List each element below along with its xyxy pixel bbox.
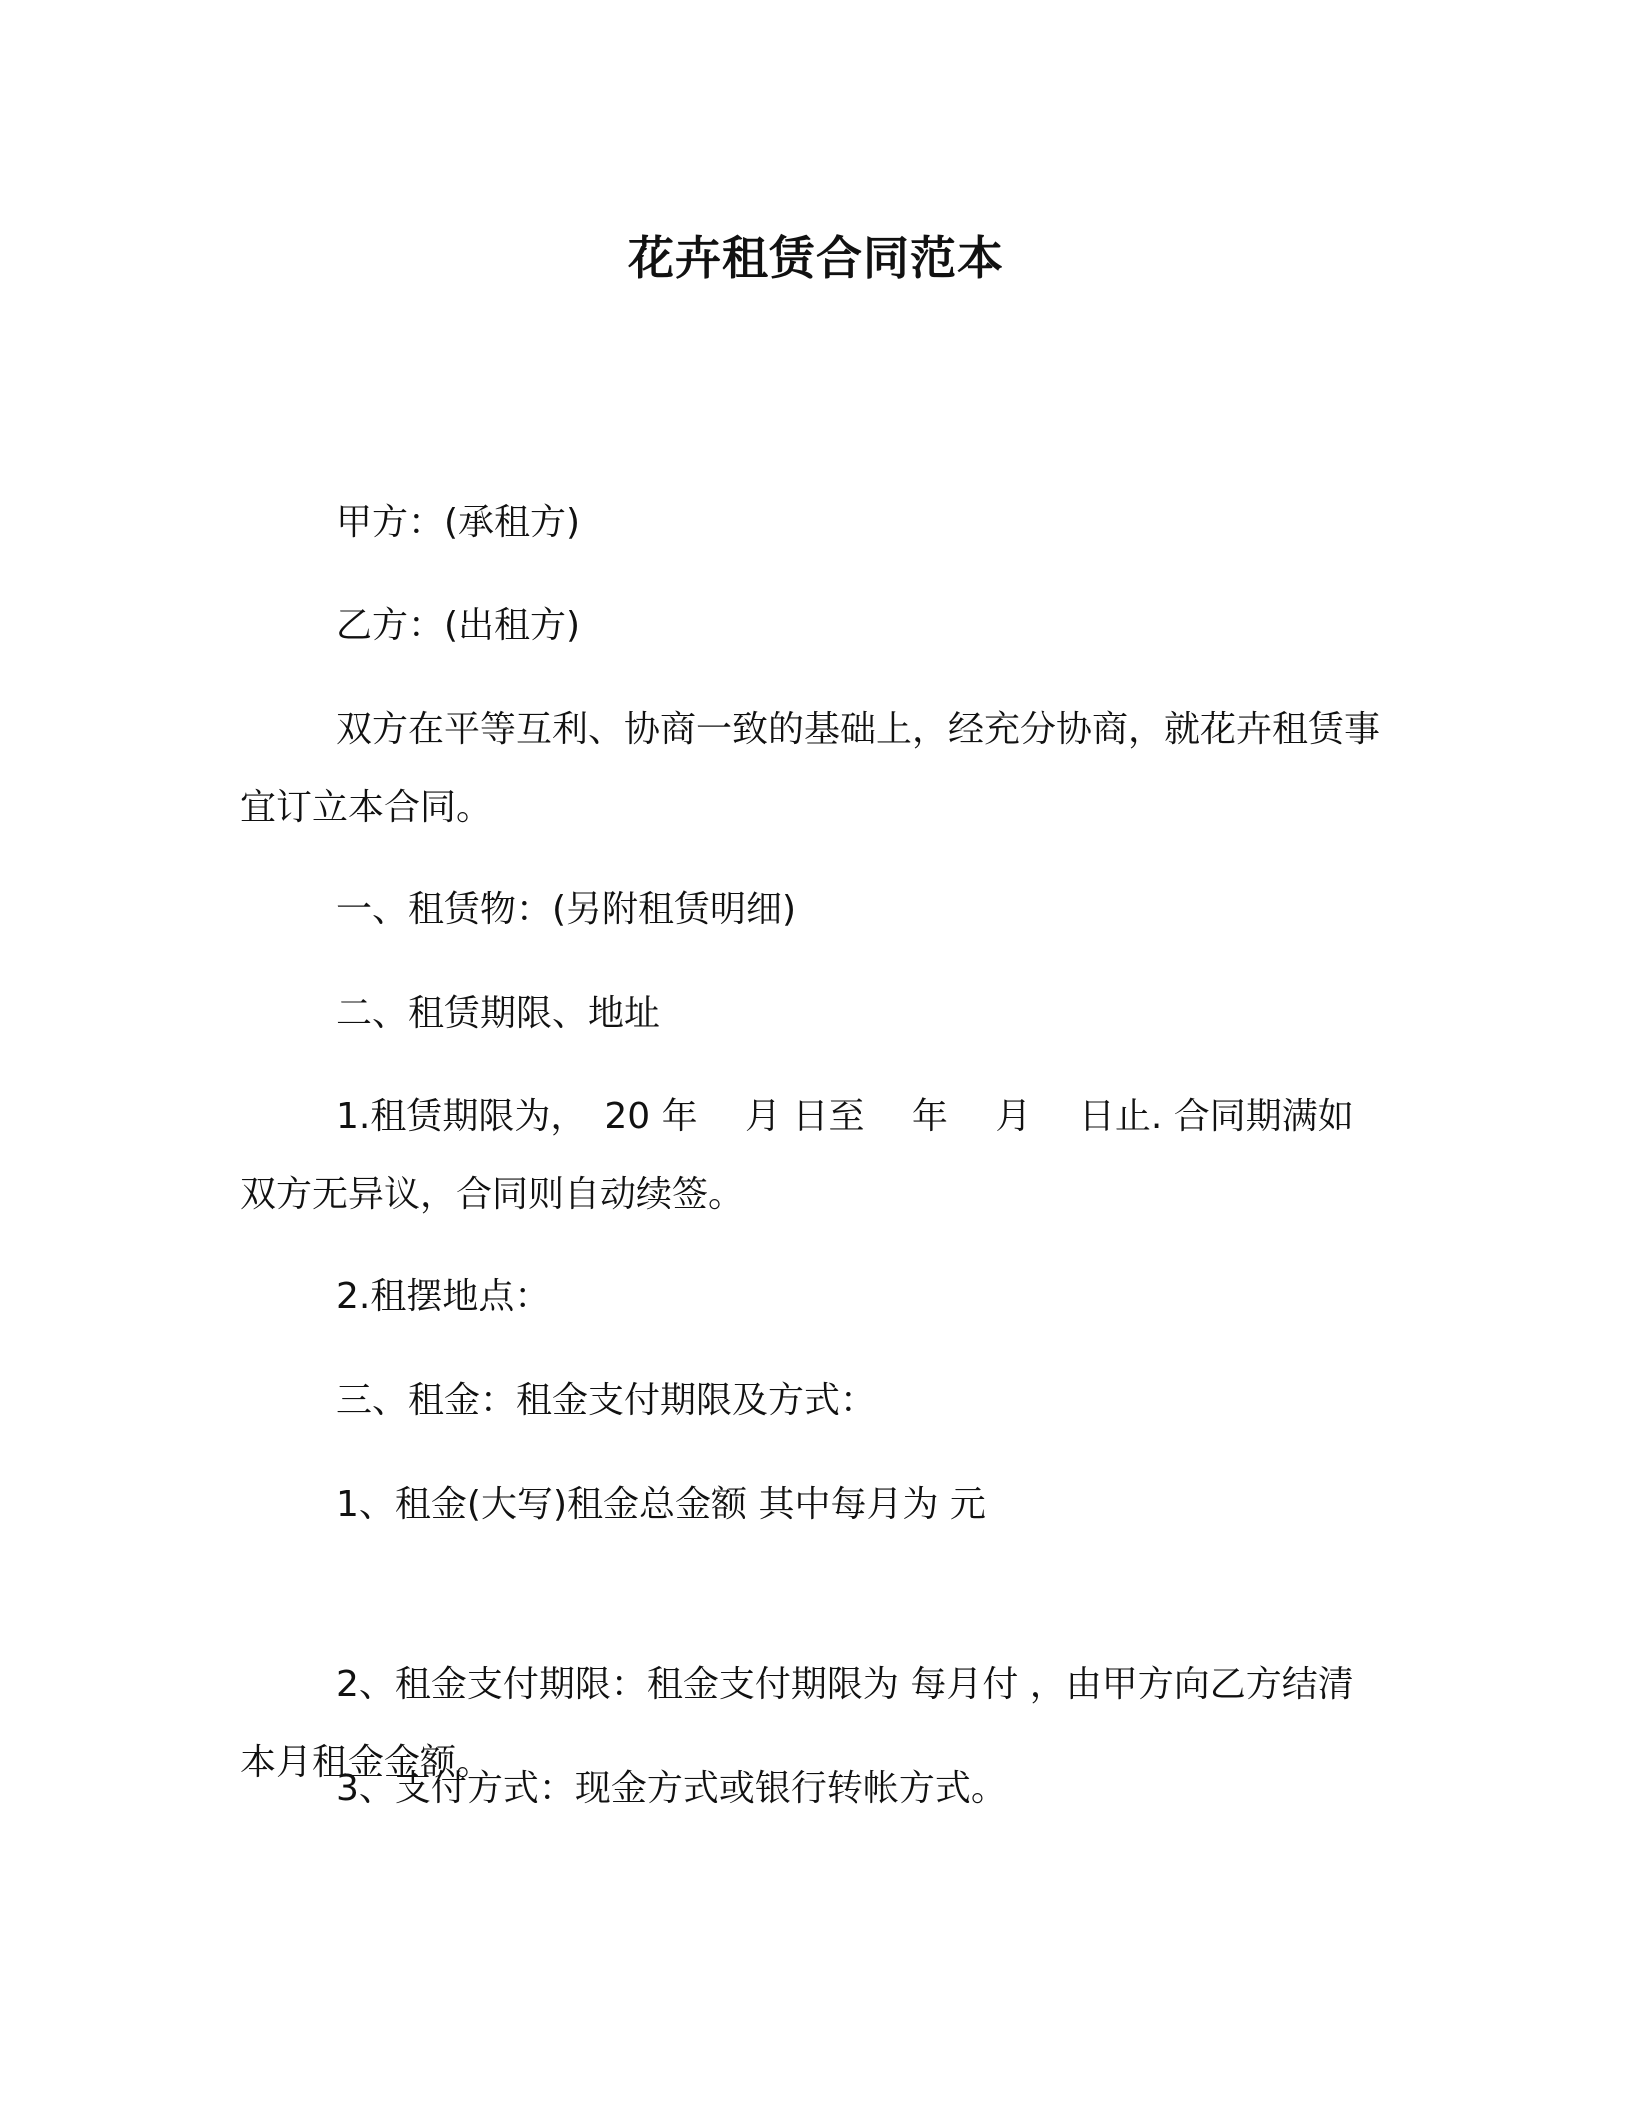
document-title: 花卉租赁合同范本 [628, 231, 1004, 285]
paragraph-location: 2.租摆地点： [336, 1276, 551, 1317]
paragraph-section-1: 一、租赁物：(另附租赁明细) [336, 889, 797, 930]
paragraph-party-b: 乙方：(出租方) [336, 605, 581, 646]
paragraph-section-2: 二、租赁期限、地址 [336, 993, 661, 1034]
paragraph-rent-amount: 1、租金(大写)租金总金额 其中每月为 元 [336, 1484, 986, 1525]
paragraph-party-a: 甲方：(承租方) [336, 502, 581, 543]
paragraph-payment-method: 3、支付方式：现金方式或银行转帐方式。 [336, 1768, 1007, 1809]
paragraph-lease-term: 1.租赁期限为， 20 年 月 日至 年 月 日止. 合同期满如双方无异议，合同则自动续签。 [240, 1096, 1354, 1215]
paragraph-rent-period: 2、租金支付期限：租金支付期限为 每月付 ，由甲方向乙方结清本月租金金额。 [240, 1664, 1354, 1783]
paragraph-preamble: 双方在平等互利、协商一致的基础上，经充分协商，就花卉租赁事宜订立本合同。 [240, 709, 1381, 828]
paragraph-section-3: 三、租金：租金支付期限及方式： [336, 1380, 877, 1421]
